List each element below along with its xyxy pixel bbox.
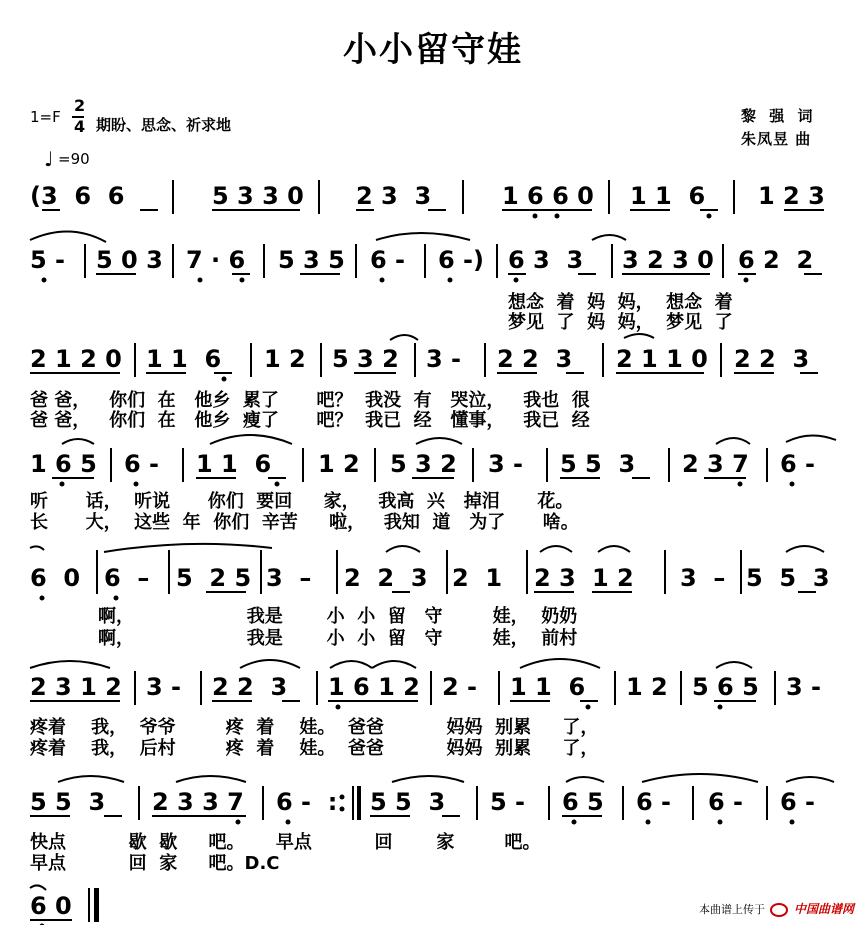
octave-dot	[790, 482, 795, 487]
slur	[786, 777, 834, 782]
measure: 5 5 3	[746, 564, 830, 592]
measure: 6 0	[30, 564, 81, 592]
barline	[472, 448, 474, 482]
barline	[766, 448, 768, 482]
song-title: 小小留守娃	[343, 30, 523, 70]
slur	[520, 659, 600, 668]
barline	[138, 786, 140, 820]
slur	[30, 231, 106, 242]
barline	[446, 550, 448, 594]
barline	[680, 671, 682, 705]
measure: 2 1 1 0	[616, 345, 708, 373]
barline	[692, 786, 694, 820]
measure: 6 –	[104, 564, 150, 592]
slur	[786, 546, 824, 552]
octave-dot	[586, 705, 591, 710]
slur	[392, 776, 464, 782]
measure: 2 1 2 0	[30, 345, 122, 373]
barline	[320, 343, 322, 377]
measure: 2 2 3	[497, 345, 573, 373]
barline	[608, 180, 610, 214]
slur	[372, 661, 416, 668]
slur	[386, 546, 420, 552]
barline	[664, 550, 666, 594]
octave-dot	[286, 820, 291, 825]
barline	[262, 786, 264, 820]
slur	[624, 334, 654, 338]
measure: 2 -	[442, 673, 478, 701]
barline	[336, 550, 338, 594]
final-barline-thin	[88, 888, 90, 922]
barline	[774, 671, 776, 705]
measure: 2 3 3 7	[152, 788, 244, 816]
lyricist-credit: 黎 强 词	[741, 107, 817, 125]
barline	[172, 244, 174, 278]
barline-repeat-thick	[357, 786, 361, 820]
octave-dot	[555, 214, 560, 219]
key-signature: 1=F	[30, 108, 61, 126]
barline	[622, 786, 624, 820]
slur	[210, 435, 292, 444]
measure: 5 6 5	[692, 673, 759, 701]
barline	[84, 244, 86, 278]
slur	[176, 776, 246, 782]
octave-dot	[198, 278, 203, 283]
repeat-dot	[340, 795, 345, 800]
octave-dot	[514, 278, 519, 283]
octave-dot	[114, 596, 119, 601]
barline	[263, 244, 265, 278]
composer-credit: 朱凤昱 曲	[741, 130, 812, 148]
slur	[598, 546, 630, 552]
slur	[390, 335, 418, 340]
barline	[424, 244, 426, 278]
slur	[104, 544, 272, 552]
measure: 6 -	[780, 788, 816, 816]
measure: 2 1	[452, 564, 503, 592]
barline	[602, 343, 604, 377]
octave-dot	[134, 482, 139, 487]
slur	[592, 235, 626, 240]
measure: 1 1 6	[630, 182, 706, 210]
lyric-line-1: 想念 着 妈 妈， 想念 着	[508, 292, 733, 313]
measure: 5 3 2	[390, 450, 457, 478]
barline	[200, 671, 202, 705]
measure: 1 2	[626, 673, 668, 701]
slur	[58, 776, 124, 782]
lyric-line-2: 啊， 我是 小 小 留 守 娃， 前村	[98, 628, 578, 649]
slur	[62, 439, 94, 444]
octave-dot	[60, 482, 65, 487]
octave-dot	[718, 820, 723, 825]
barline	[722, 244, 724, 278]
lyric-line-2: 梦见 了 妈 妈， 梦见 了	[508, 312, 733, 333]
measure: 7 · 6	[186, 246, 246, 274]
measure: 1 2	[264, 345, 306, 373]
slur	[716, 662, 752, 668]
footer-text: 本曲谱上传于	[698, 903, 765, 916]
octave-dot	[738, 482, 743, 487]
measure: 1 6 1 2	[328, 673, 420, 701]
slur	[30, 661, 110, 668]
octave-dot	[236, 820, 241, 825]
measure: 6 2 2	[738, 246, 814, 274]
lyric-line-2: 长 大， 这些 年 你们 辛苦 啦， 我知 道 为了 啥。	[30, 512, 579, 533]
slur	[376, 233, 470, 240]
measure: 2 3	[534, 564, 576, 592]
slur	[330, 661, 372, 668]
octave-dot	[707, 214, 712, 219]
measure: 5 3 2	[332, 345, 399, 373]
measure: 3 –	[680, 564, 726, 592]
measure: 1 2	[318, 450, 360, 478]
measure: 1 6 6 0	[502, 182, 594, 210]
measure: 6 - :	[276, 788, 338, 816]
barline	[614, 671, 616, 705]
lyric-line-1: 啊， 我是 小 小 留 守 娃， 奶奶	[98, 606, 578, 627]
barline	[355, 244, 357, 278]
measure: 1 1 6	[510, 673, 586, 701]
octave-dot	[222, 377, 227, 382]
barline	[374, 448, 376, 482]
measure: 6 5	[562, 788, 604, 816]
octave-dot	[572, 820, 577, 825]
barline	[430, 671, 432, 705]
barline	[168, 550, 170, 594]
barline	[316, 671, 318, 705]
slur	[30, 546, 44, 550]
measure: 1 2 3	[758, 182, 825, 210]
measure: 6 -	[124, 450, 160, 478]
measure: 5 5 3	[30, 788, 106, 816]
octave-dot	[744, 278, 749, 283]
barline	[250, 343, 252, 377]
measure: (3 6 6	[30, 182, 125, 210]
barline	[740, 550, 742, 594]
measure: 6 -)	[438, 246, 484, 274]
expression-marking: 期盼、思念、祈求地	[96, 116, 232, 134]
measure: 2 3 1 2	[30, 673, 122, 701]
slur	[416, 438, 462, 444]
octave-dot	[646, 820, 651, 825]
octave-dot	[336, 705, 341, 710]
slur	[240, 660, 300, 668]
measure: 1 2	[592, 564, 634, 592]
measure: 6 3 3	[508, 246, 584, 274]
barline	[318, 180, 320, 214]
measure: 6 0	[30, 892, 72, 920]
measure: 6 -	[636, 788, 672, 816]
measure: 3 -	[426, 345, 462, 373]
barline	[668, 448, 670, 482]
lyric-line-2: 早点 回 家 吧。D.C	[30, 853, 280, 874]
barline	[134, 671, 136, 705]
final-barline-thick	[94, 888, 99, 922]
measure: 3 –	[266, 564, 312, 592]
measure: 5 5 3	[560, 450, 636, 478]
measure: 2 2 3	[212, 673, 288, 701]
measure: 2 3 7	[682, 450, 749, 478]
barline	[462, 180, 464, 214]
octave-dot	[240, 278, 245, 283]
slur	[786, 435, 836, 442]
barline	[611, 244, 613, 278]
site-logo-icon	[770, 903, 788, 917]
measure: 5 3 3 0	[212, 182, 304, 210]
tempo-note-icon: ♩	[44, 147, 54, 171]
barline-repeat-thin	[352, 786, 354, 820]
barline	[134, 343, 136, 377]
measure: 6 -	[708, 788, 744, 816]
lyric-line-1: 快点 歇 歇 吧。 早点 回 家 吧。	[30, 832, 541, 853]
measure: 5 0 3	[96, 246, 163, 274]
measure: 5 -	[30, 246, 66, 274]
barline	[548, 786, 550, 820]
barline	[720, 343, 722, 377]
measure: 2 2 3	[344, 564, 428, 592]
repeat-dot	[340, 807, 345, 812]
measure: 5 3 5	[278, 246, 345, 274]
octave-dot	[718, 705, 723, 710]
tempo-value: =90	[58, 150, 90, 168]
octave-dot	[533, 214, 538, 219]
octave-dot	[42, 278, 47, 283]
measure: 5 2 5	[176, 564, 252, 592]
measure: 2 2 3	[734, 345, 810, 373]
barline	[476, 786, 478, 820]
barline	[766, 786, 768, 820]
octave-dot	[380, 278, 385, 283]
measure: 3 -	[146, 673, 182, 701]
measure: 1 1 6	[146, 345, 222, 373]
barline	[526, 550, 528, 594]
measure: 5 -	[490, 788, 526, 816]
lyric-line-1: 听 话， 听说 你们 要回 家， 我高 兴 掉泪 花。	[30, 491, 574, 512]
footer-brand: 中国曲谱网	[793, 902, 854, 916]
octave-dot	[40, 596, 45, 601]
barline	[260, 550, 262, 594]
barline	[496, 244, 498, 278]
measure: 2 3 3	[356, 182, 432, 210]
measure: 5 5 3	[370, 788, 446, 816]
barline	[302, 448, 304, 482]
lyric-line-2: 疼着 我， 后村 疼 着 娃。 爸爸 妈妈 别累 了，	[30, 738, 599, 759]
slur	[540, 546, 572, 552]
barline	[484, 343, 486, 377]
octave-dot	[790, 820, 795, 825]
barline	[733, 180, 735, 214]
measure: 1 6 5	[30, 450, 97, 478]
slur	[642, 774, 758, 782]
footer-credit	[699, 900, 854, 917]
measure: 1 1 6	[196, 450, 272, 478]
barline	[546, 448, 548, 482]
measure: 3 -	[488, 450, 524, 478]
octave-dot	[275, 482, 280, 487]
barline	[182, 448, 184, 482]
time-signature-top: 2	[74, 96, 86, 115]
octave-dot	[448, 278, 453, 283]
time-signature-bottom: 4	[74, 117, 86, 136]
lyric-line-1: 爸 爸， 你们 在 他乡 累了 吧？ 我没 有 哭泣， 我也 很	[30, 390, 590, 411]
lyric-line-2: 爸 爸， 你们 在 他乡 瘦了 吧？ 我已 经 懂事， 我已 经	[30, 410, 590, 431]
slur	[566, 777, 604, 782]
barline	[172, 180, 174, 214]
measure: 3 -	[786, 673, 822, 701]
lyric-line-1: 疼着 我， 爷爷 疼 着 娃。 爸爸 妈妈 别累 了，	[30, 717, 599, 738]
barline	[96, 550, 98, 594]
slur	[716, 438, 750, 444]
barline	[498, 671, 500, 705]
measure: 3 2 3 0	[622, 246, 714, 274]
measure: 6 -	[780, 450, 816, 478]
slur	[30, 885, 46, 890]
barline	[110, 448, 112, 482]
barline	[414, 343, 416, 377]
measure: 6 -	[370, 246, 406, 274]
